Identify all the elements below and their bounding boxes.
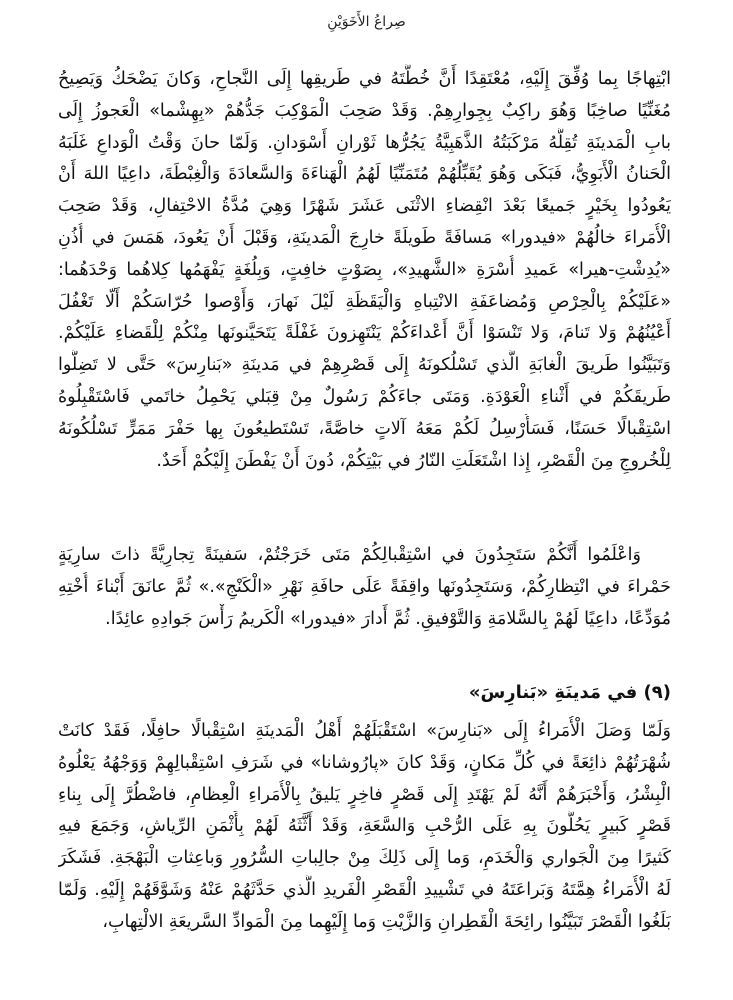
text-line: مُوَدِّعًا، داعِيًا لَهُمْ بِالسَّلامَةِ وَالتَّوْفيقِ. ثُمَّ أَدارَ «فيدورا» الْكَريمُ رَأْسَ جَوادِهِ عائِدًا. <box>105 608 671 629</box>
text-line: بابِ الْمَدينَةِ تُقِلُّهُ مَرْكَبَتُهُ الذَّهَبِيَّةُ يَجُرُّها ثَوْرانِ أَسْوَدانِ. وَلَمّا حانَ وَقْتُ الْوَداعِ غَلَبَهُ <box>58 132 671 153</box>
text-line: بَلَغُوا الْقَصْرَ تَبَيَّنُوا رائِحَةَ الْقَطِرانِ وَالزَّيْتِ وَما إِلَيْهِما مِنَ الْمَوادِّ السَّريعَةِ الالْتِهابِ، <box>102 911 671 932</box>
paragraph-block-2 <box>58 540 671 635</box>
text-line: طَريقَكُمْ في أَثْناءِ الْعَوْدَةِ. وَمَتَى جاءَكُمْ رَسُولٌ مِنْ قِبَلي يَحْمِلُ خاتَمي فَاسْتَقْبِلُوهُ <box>58 386 671 407</box>
text-line: لِلْخُروجِ مِنَ الْقَصْرِ، إِذا اشْتَعَلَتِ النّارُ في بَيْتِكُمْ، دُونَ أَنْ يَفْطَنَ إِلَيْكُمْ أَحَدٌ. <box>156 450 671 471</box>
text-line: وَتَبَيَّنُوا طَريقَ الْغابَةِ الَّذي تَسْلُكونَهُ إِلَى قَصْرِهِمْ في مَدينَةِ «بَنارِسَ» حَتَّى لا تَضِلُّوا <box>58 355 671 376</box>
section-heading: (٩) في مَدينَةِ «بَنارِسَ» <box>468 682 671 703</box>
text-line: ابْتِهاجًا بِما وُفِّقَ إِلَيْهِ، مُعْتَقِدًا أَنَّ خُطَّتَهُ في طَريقِها إِلَى النَّجاحِ، وَكانَ يَضْحَكُ وَيَصِيحُ <box>58 69 671 89</box>
text-line: قَصْرٍ كَبيرٍ يَحُلُّونَ بِهِ عَلَى الرُّحْبِ وَالسَّعَةِ، وَقَدْ أَثَّثَهُ لَهُمْ بِأَثْمَنِ الرِّياشِ، وَجَمَعَ فيهِ <box>58 816 671 837</box>
text-line: وَاعْلَمُوا أَنَّكُمْ سَتَجِدُونَ في اسْتِقْبالِكُمْ مَتَى خَرَجْتُمْ، سَفينَةً تِجارِيَّةً ذاتَ سارِيَةٍ <box>58 545 641 565</box>
text-line: مُغَنِّيًا صاخِبًا وَهُوَ راكِبٌ بِجِوارِهِمْ. وَقَدْ صَحِبَ الْمَوْكِبَ جَدُّهُمْ «بِهِشْما» الْعَجوزُ إِلَى <box>58 100 671 121</box>
text-line: «يُدِشْتِ-هيرا» عَميدِ أُسْرَةِ «الشَّهيدِ»، بِصَوْتٍ خافِتٍ، وَبِلُغَةٍ يَفْهَمُها كِلاهُما وَحْدَهُما: <box>58 259 671 280</box>
text-line: شُهْرَتُهُمْ ذائِعَةً في كُلِّ مَكانٍ، وَقَدْ كانَ «پارُوشانا» في شَرَفِ اسْتِقْبالِهِمْ وَوَجْهُهُ يَعْلُوهُ <box>58 752 671 773</box>
text-line: الْبِشْرُ، وَأَخْبَرَهُمْ أَنَّهُ لَمْ يَهْتَدِ إِلَى قَصْرٍ فاخِرٍ يَليقُ بِالْأُمَراءِ الْعِظامِ، فاضْطُرَّ إِلَى بِناءِ <box>58 784 671 805</box>
text-line: أَعْيُنُهُمْ وَلا تَنامَ، وَلا تَنْسَوْا أَنَّ أَعْداءَكُمْ يَنْتَهِزونَ غَفْلَةً يَتَحَيَّنونَها مِنْكُمْ لِلْقَضاءِ عَلَيْكُمْ. <box>58 323 671 344</box>
text-line: كَثيرًا مِنَ الْجَواري وَالْخَدَمِ، وَما إِلَى ذَلِكَ مِنْ جالِباتِ السُّرُورِ وَباعِثاتِ الْبَهْجَةِ. فَشَكَرَ <box>58 848 671 869</box>
text-line: حَمْراءَ في انْتِظارِكُمْ، وَسَتَجِدُونَها واقِفَةً عَلَى حافَةِ نَهْرِ «الْكَنْجِ».» ثُمَّ عانَقَ أَبْناءَ أُخْتِهِ <box>58 576 671 597</box>
text-line: وَلَمّا وَصَلَ الْأُمَراءُ إِلَى «بَنارِسَ» اسْتَقْبَلَهُمْ أَهْلُ الْمَدينَةِ اسْتِقْبالًا حافِلًا، فَقَدْ كانَتْ <box>58 721 671 741</box>
paragraph-block-1 <box>58 64 671 477</box>
running-head: صِراعُ الأَخَوَيْنِ <box>327 14 406 30</box>
text-line: «عَلَيْكُمْ بِالْحِرْصِ وَمُضاعَفَةِ الانْتِباهِ وَالْيَقَظَةِ لَيْلَ نَهارَ، وَأَوْصوا حُرّاسَكُمْ أَلّا تَغْفُلَ <box>58 291 671 312</box>
text-line: الْحَنانُ الْأَبَوِيُّ، فَبَكَى وَهُوَ يُقَبِّلُهُمْ مُتَمَنِّيًا لَهُمُ الْهَناءَةَ وَالسَّعادَةَ وَالْغِبْطَةَ، داعِيًا اللهَ أَنْ <box>58 164 671 185</box>
paragraph-block-3 <box>58 716 671 939</box>
text-line: يَعُودُوا بِخَيْرٍ جَميعًا بَعْدَ انْقِضاءِ الاثْنَى عَشَرَ شَهْرًا وَهِيَ مُدَّةُ الاحْتِفالِ، وَقَدْ صَحِبَ <box>58 196 671 217</box>
text-line: لَهُ الْأُمَراءُ هِمَّتَهُ وَبَراعَتَهُ في تَشْييدِ الْقَصْرِ الْفَريدِ الَّذي حَدَّثَهُمْ عَنْهُ وَشَوَّقَهُمْ إِلَيْهِ. وَلَمّا <box>58 879 671 900</box>
text-line: اسْتِقْبالًا حَسَنًا، فَسَأُرْسِلُ لَكُمْ مَعَهُ آلاتٍ خاصَّةً، تَسْتَطيعُونَ بِها حَفْرَ مَمَرٍّ تَسْلُكُونَهُ <box>58 418 671 439</box>
text-line: الْأُمَراءَ خالُهُمْ «فيدورا» مَسافَةً طَويلَةً خارِجَ الْمَدينَةِ، وَقَبْلَ أَنْ يَعُودَ، هَمَسَ في أُذُنِ <box>58 227 671 248</box>
